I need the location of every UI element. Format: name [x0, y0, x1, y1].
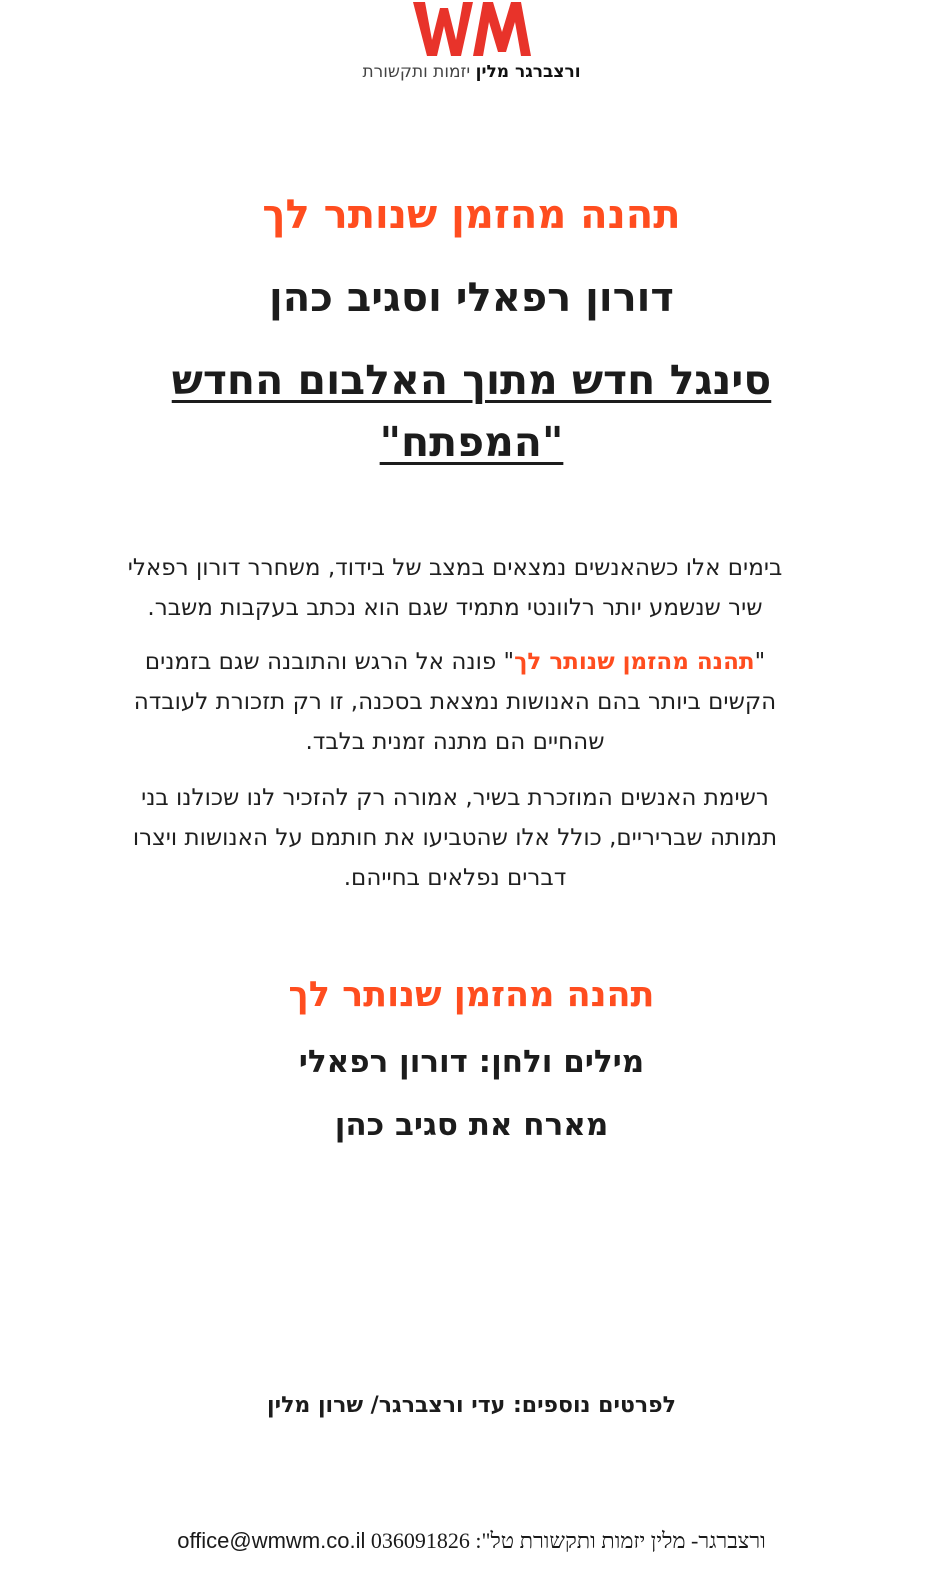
footer-email-link[interactable]: office@wmwm.co.il	[177, 1528, 366, 1553]
paragraph-2-line-3: שהחיים הם מתנה זמנית בלבד.	[305, 729, 605, 755]
credits-hosting: מארח את סגיב כהן	[334, 1107, 609, 1143]
paragraph-1-line-2: שיר שנשמע יותר רלוונטי מתמיד שגם הוא נכתב בעקבות משבר.	[147, 595, 763, 621]
paragraph-2	[40, 642, 870, 762]
paragraph-3-line-1: רשימת האנשים המוזכרת בשיר, אמורה רק להזכיר לנו שכולנו בני	[141, 785, 769, 811]
paragraph-3	[40, 778, 870, 898]
song-title-heading: תהנה מהזמן שנותר לך	[262, 192, 681, 238]
wm-logo-icon	[413, 2, 531, 58]
subtitle-line-1: סינגל חדש מתוך האלבום החדש	[171, 356, 772, 404]
logo-tagline	[0, 62, 943, 82]
footer-company: ורצברגר- מלין יזמות ותקשורת טל": 036091826	[370, 1528, 766, 1553]
quote-open: "	[754, 649, 766, 675]
footer	[0, 1528, 943, 1554]
paragraph-3-line-2: תמותה שבריריים, כולל אלו שהטביעו את חותמם על האנושות ויצרו	[132, 825, 778, 851]
paragraph-2-line-1-rest: " פונה אל הרגש והתובנה שגם בזמנים	[144, 649, 515, 675]
paragraph-1	[40, 548, 870, 628]
paragraph-1-line-1: בימים אלו כשהאנשים נמצאים במצב של בידוד, משחרר דורון רפאלי	[127, 555, 783, 581]
logo-tagline-light: יזמות ותקשורת	[362, 62, 471, 82]
paragraph-3-line-3: דברים נפלאים בחייהם.	[343, 865, 567, 891]
contact-details: לפרטים נוספים: עדי ורצברגר/ שרון מלין	[267, 1393, 676, 1418]
company-logo	[0, 2, 943, 82]
logo-tagline-bold: ורצברגר מלין	[475, 62, 581, 82]
artists-heading: דורון רפאלי וסגיב כהן	[269, 275, 674, 321]
song-title-highlight: תהנה מהזמן שנותר לך	[514, 649, 755, 675]
paragraph-2-line-2: הקשים ביותר בהם האנושות נמצאת בסכנה, זו רק תזכורת לעובדה	[133, 689, 777, 715]
subtitle-line-2: "המפתח"	[379, 418, 564, 466]
credits-words-music: מילים ולחן: דורון רפאלי	[298, 1044, 645, 1080]
credits-song-title: תהנה מהזמן שנותר לך	[288, 975, 655, 1015]
paragraph-2-line-1	[40, 642, 870, 682]
